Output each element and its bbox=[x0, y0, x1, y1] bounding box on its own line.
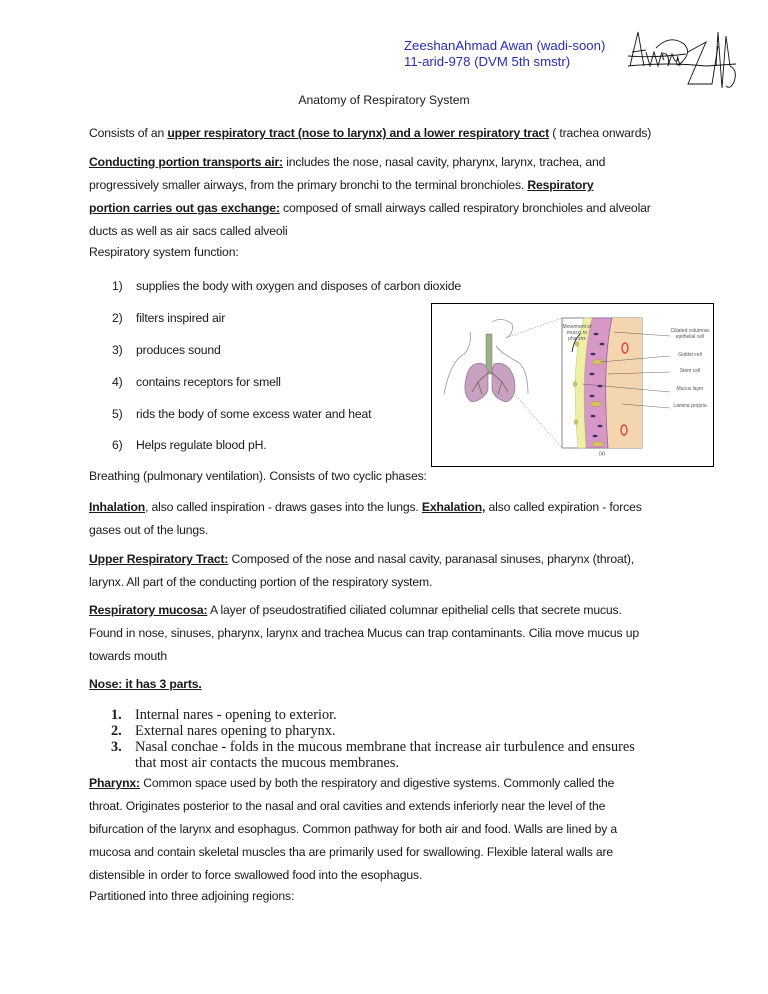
item-number: 2. bbox=[111, 723, 122, 739]
pharynx-bold: Pharynx: bbox=[89, 776, 140, 790]
label-mucus: Mucus layer bbox=[676, 386, 704, 392]
item-number: 4) bbox=[112, 375, 123, 389]
respiratory-text: composed of small airways called respiratory bronchioles and alveolar bbox=[279, 201, 651, 215]
nose-part bbox=[107, 707, 697, 723]
respiratory-bold: Respiratory bbox=[527, 178, 594, 192]
mucosa-bold: Respiratory mucosa: bbox=[89, 603, 208, 617]
function-item bbox=[112, 374, 281, 390]
mucosa-paragraph bbox=[89, 599, 689, 668]
mucosa-text: A layer of pseudostratified ciliated columnar epithelial cells that secrete mucus. bbox=[207, 603, 622, 617]
breathing-paragraph: Breathing (pulmonary ventilation). Consists of two cyclic phases: bbox=[89, 469, 427, 483]
intro-paragraph bbox=[89, 122, 689, 145]
upper-tract-text: Composed of the nose and nasal cavity, paranasal sinuses, pharynx (throat), bbox=[228, 552, 635, 566]
item-text: produces sound bbox=[136, 343, 221, 357]
conducting-text: includes the nose, nasal cavity, pharynx, larynx, trachea, and bbox=[282, 155, 606, 169]
respiratory-bold-2: portion carries out gas exchange: bbox=[89, 201, 280, 215]
item-number: 1. bbox=[111, 707, 122, 723]
figure-caption: (a) bbox=[598, 451, 606, 457]
label-goblet: Goblet cell bbox=[678, 352, 702, 358]
item-number: 5) bbox=[112, 407, 123, 421]
inhalation-text: , also called inspiration - draws gases into the lungs. bbox=[145, 500, 422, 514]
conducting-text-2: progressively smaller airways, from the primary bronchi to the terminal bronchioles. bbox=[89, 178, 528, 192]
signature-icon bbox=[626, 26, 746, 96]
inhalation-bold: Inhalation bbox=[89, 500, 146, 514]
function-item bbox=[112, 278, 461, 294]
item-text: that most air contacts the mucous membranes. bbox=[135, 755, 400, 771]
author-name: ZeeshanAhmad Awan (wadi-soon) bbox=[404, 38, 606, 53]
pharynx-paragraph bbox=[89, 772, 689, 887]
item-text: supplies the body with oxygen and disposes of carbon dioxide bbox=[136, 279, 462, 293]
nose-part bbox=[107, 723, 697, 739]
nose-heading bbox=[89, 673, 689, 696]
conducting-bold: Conducting portion transports air: bbox=[89, 155, 283, 169]
pharynx-text-3: bifurcation of the larynx and esophagus. Common pathway for both air and food. Walls are lined by a bbox=[89, 822, 618, 836]
respiratory-text-2: ducts as well as air sacs called alveoli bbox=[89, 224, 288, 238]
pharynx-text: Common space used by both the respiratory and digestive systems. Commonly called the bbox=[139, 776, 615, 790]
function-item bbox=[112, 437, 267, 453]
upper-tract-paragraph bbox=[89, 548, 689, 594]
function-item bbox=[112, 342, 221, 358]
item-number: 3. bbox=[111, 739, 122, 755]
item-text: contains receptors for smell bbox=[136, 375, 281, 389]
pharynx-text-4: mucosa and contain skeletal muscles tha are primarily used for swallowing. Flexible lateral walls are bbox=[89, 845, 614, 859]
item-number: 6) bbox=[112, 438, 123, 452]
nose-heading-bold: Nose: it has 3 parts. bbox=[89, 677, 202, 691]
label-ciliated: Ciliated columnar epithelial cell bbox=[670, 328, 710, 340]
phases-paragraph bbox=[89, 496, 689, 542]
item-text: rids the body of some excess water and heat bbox=[136, 407, 372, 421]
exhalation-text-2: gases out of the lungs. bbox=[89, 523, 209, 537]
exhalation-text: also called expiration - forces bbox=[485, 500, 642, 514]
item-number: 3) bbox=[112, 343, 123, 357]
function-item bbox=[112, 310, 225, 326]
item-text: External nares opening to pharynx. bbox=[135, 723, 336, 739]
pharynx-text-2: throat. Originates posterior to the nasal and oral cavities and extends inferiorly near the level of the bbox=[89, 799, 606, 813]
upper-tract-text-2: larynx. All part of the conducting portion of the respiratory system. bbox=[89, 575, 433, 589]
item-text: Helps regulate blood pH. bbox=[136, 438, 267, 452]
mucosa-text-3: towards mouth bbox=[89, 649, 167, 663]
upper-tract-bold: Upper Respiratory Tract: bbox=[89, 552, 229, 566]
item-number: 2) bbox=[112, 311, 123, 325]
intro-bold: upper respiratory tract (nose to larynx) and a lower respiratory tract bbox=[167, 126, 550, 140]
author-block bbox=[404, 38, 605, 70]
conducting-paragraph bbox=[89, 151, 689, 243]
item-text: Nasal conchae - folds in the mucous membrane that increase air turbulence and ensures bbox=[135, 739, 635, 755]
item-number: 1) bbox=[112, 279, 123, 293]
item-text: Internal nares - opening to exterior. bbox=[135, 707, 337, 723]
mucosa-text-2: Found in nose, sinuses, pharynx, larynx and trachea Mucus can trap contaminants. Cilia move mucus up bbox=[89, 626, 639, 640]
author-id: 11-arid-978 (DVM 5th smstr) bbox=[404, 54, 571, 69]
intro-suffix: ( trachea onwards) bbox=[549, 126, 652, 140]
nose-part-continued bbox=[107, 755, 697, 771]
label-lamina: Lamina propria bbox=[673, 403, 707, 409]
exhalation-bold: Exhalation, bbox=[421, 500, 486, 514]
intro-prefix: Consists of an bbox=[89, 126, 168, 140]
function-heading: Respiratory system function: bbox=[89, 245, 239, 259]
label-stem: Stem cell bbox=[679, 368, 701, 374]
nose-part bbox=[107, 739, 697, 755]
partitioned-paragraph: Partitioned into three adjoining regions: bbox=[89, 889, 295, 903]
respiratory-mucosa-figure bbox=[431, 303, 714, 467]
document-title: Anatomy of Respiratory System bbox=[298, 93, 470, 107]
pharynx-text-5: distensible in order to force swallowed food into the esophagus. bbox=[89, 868, 423, 882]
function-item bbox=[112, 406, 371, 422]
label-movement: Movement of mucus to pharynx bbox=[562, 324, 592, 342]
item-text: filters inspired air bbox=[136, 311, 226, 325]
